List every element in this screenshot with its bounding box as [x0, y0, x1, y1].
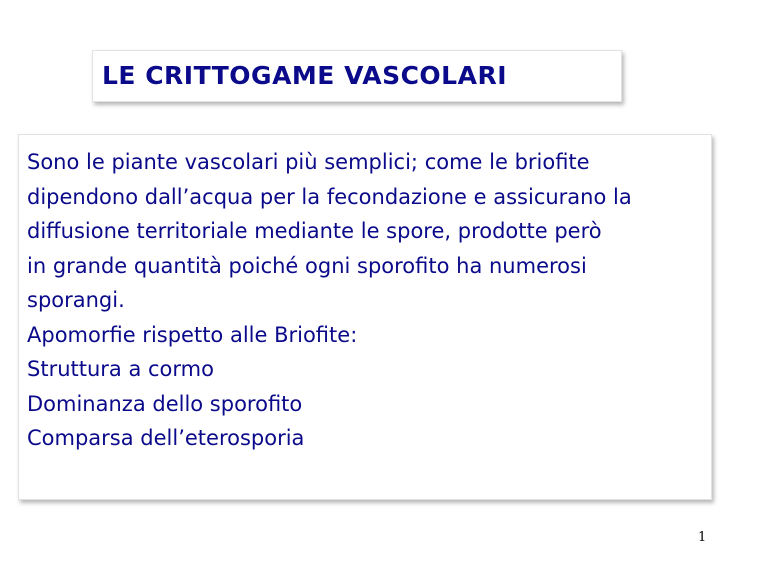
body-line: Apomorfie rispetto alle Briofite:	[27, 322, 358, 347]
body-line: dipendono dall’acqua per la fecondazione e assicurano la	[27, 184, 632, 209]
body-line: Struttura a cormo	[27, 357, 214, 381]
body-text	[27, 145, 703, 456]
page-number: 1	[698, 530, 707, 545]
body-line: sporangi.	[27, 288, 125, 312]
body-line: in grande quantità poiché ogni sporofito ha numerosi	[27, 253, 587, 278]
body-line: diffusione territoriale mediante le spore, prodotte però	[27, 219, 602, 243]
body-line: Dominanza dello sporofito	[27, 391, 303, 416]
body-line: Sono le piante vascolari più semplici; come le briofite	[27, 150, 590, 174]
slide-title: LE CRITTOGAME VASCOLARI	[102, 61, 508, 90]
title-box	[92, 50, 622, 102]
content-box	[18, 134, 712, 500]
body-line: Comparsa dell’eterosporia	[27, 426, 305, 450]
